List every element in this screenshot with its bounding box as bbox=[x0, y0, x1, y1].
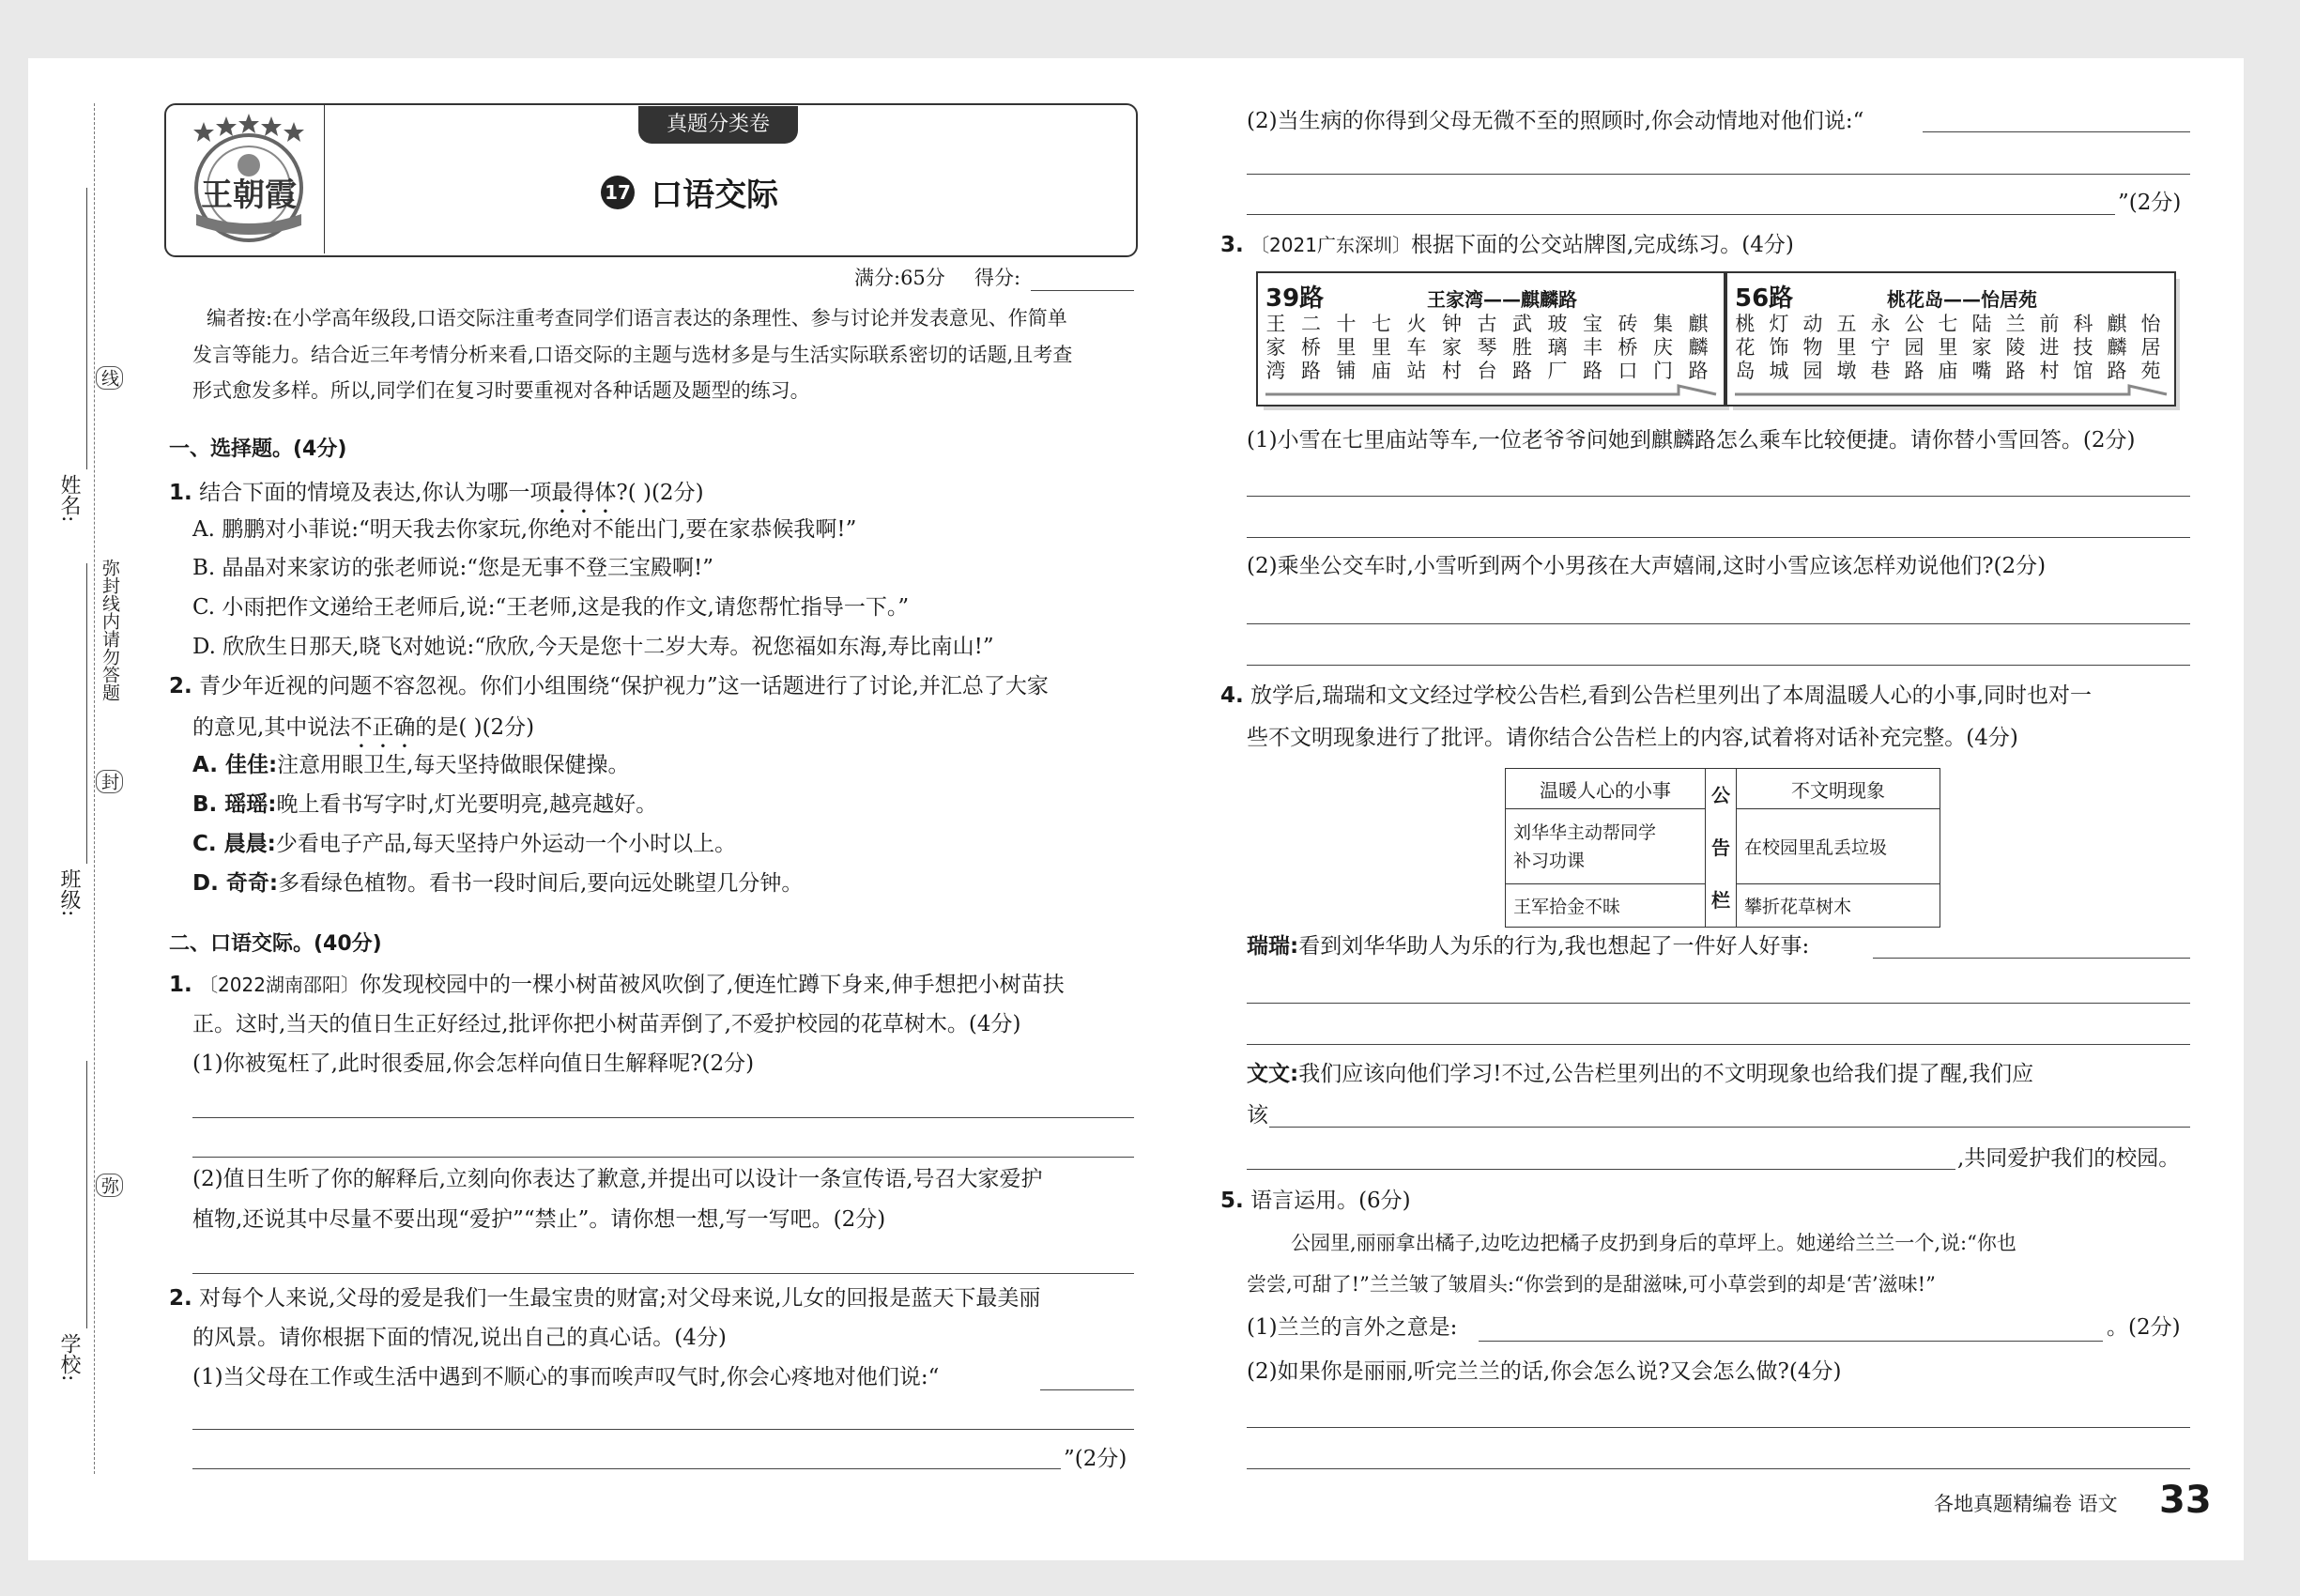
answer-line[interactable] bbox=[1269, 1127, 2190, 1128]
s2q4-stem2: 些不文明现象进行了批评。请你结合公告栏上的内容,试着将对话补充完整。(4分) bbox=[1247, 726, 2018, 750]
wen-line2: 该 bbox=[1247, 1103, 1268, 1128]
answer-line[interactable] bbox=[1247, 665, 2190, 666]
paper-number: 17 bbox=[601, 176, 635, 209]
answer-line[interactable] bbox=[192, 1468, 1061, 1469]
s2q5-title bbox=[1220, 1190, 1411, 1212]
s1q2-stem2 bbox=[192, 715, 534, 753]
speaker-text: 我们应该向他们学习!不过,公告栏里列出的不文明现象也给我们提了醒,我们应 bbox=[1298, 1062, 2034, 1086]
answer-line[interactable] bbox=[1247, 1044, 2190, 1045]
bus-stop: 七里庙 bbox=[1938, 313, 1958, 382]
bus-stop: 十里铺 bbox=[1336, 313, 1357, 382]
bus-stop: 桃花岛 bbox=[1735, 313, 1756, 382]
s2q5-sub1-end: 。(2分) bbox=[2107, 1315, 2181, 1340]
option-text: 注意用眼卫生,每天坚持做眼保健操。 bbox=[277, 753, 630, 777]
bus-stop: 前进村 bbox=[2039, 313, 2060, 382]
bus-stop: 麒麟路 bbox=[1688, 313, 1709, 382]
s1q1-stem-b: ?( )(2分) bbox=[616, 481, 704, 505]
bus-stop: 宝丰路 bbox=[1583, 313, 1602, 382]
page-number: 33 bbox=[2159, 1479, 2212, 1522]
notice-left-2: 王军拾金不昧 bbox=[1506, 884, 1706, 928]
notice-center-char: 公 bbox=[1711, 784, 1730, 806]
school-underline bbox=[86, 1061, 87, 1328]
bus-stop: 玻璃厂 bbox=[1547, 313, 1568, 382]
paper-title bbox=[601, 169, 778, 215]
s1q2-option-b bbox=[192, 794, 657, 816]
answer-line[interactable] bbox=[192, 1157, 1134, 1158]
s1q1-stem-a: 结合下面的情境及表达,你认为哪一项 bbox=[199, 481, 552, 505]
bus-stop: 砖桥口 bbox=[1618, 313, 1638, 382]
notice-center bbox=[1706, 769, 1737, 928]
speaker-name: 文文: bbox=[1247, 1062, 1299, 1086]
s2q2-sub2-end: ”(2分) bbox=[2118, 191, 2182, 215]
answer-line[interactable] bbox=[1247, 174, 2190, 175]
option-speaker: C. 晨晨: bbox=[192, 832, 276, 856]
option-speaker: B. 瑶瑶: bbox=[192, 792, 277, 817]
bus-stop: 五里墩 bbox=[1836, 313, 1857, 382]
s2q3-sub1: (1)小雪在七里庙站等车,一位老爷爷问她到麒麟路怎么乘车比较便捷。请你替小雪回答。(2分) bbox=[1247, 428, 2136, 453]
bus-stop: 古琴台 bbox=[1477, 313, 1497, 382]
answer-line[interactable] bbox=[1923, 131, 2190, 132]
s1q2-stem1 bbox=[169, 676, 1049, 698]
name-underline bbox=[86, 188, 87, 469]
feng-seal: 封 bbox=[96, 770, 123, 793]
option-text: 晚上看书写字时,灯光要明亮,越亮越好。 bbox=[276, 792, 658, 817]
bus-stop: 动物园 bbox=[1802, 313, 1823, 382]
wen-line3: ,共同爱护我们的校园。 bbox=[1957, 1146, 2181, 1171]
notice-cell-line: 刘华华主动帮同学 bbox=[1513, 821, 1657, 843]
wen-line1 bbox=[1247, 1064, 2033, 1085]
mi-seal: 弥 bbox=[96, 1174, 123, 1197]
bus-stop: 钟家村 bbox=[1442, 313, 1462, 382]
s1q1-option-b: B. 晶晶对来家访的张老师说:“您是无事不登三宝殿啊!” bbox=[192, 556, 714, 580]
class-label: 班级: bbox=[57, 868, 81, 917]
answer-line[interactable] bbox=[1479, 1341, 2103, 1342]
section2-title: 二、口语交际。(40分) bbox=[169, 932, 382, 956]
bus-stop: 永宁巷 bbox=[1870, 313, 1891, 382]
s2q3-stem bbox=[1220, 235, 1794, 256]
got-label: 得分: bbox=[974, 267, 1021, 289]
s2q5-title-text: 语言运用。(6分) bbox=[1250, 1189, 1411, 1213]
question-number: 1. bbox=[169, 973, 192, 997]
answer-line[interactable] bbox=[1247, 1003, 2190, 1004]
footer-text: 各地真题精编卷 语文 bbox=[1934, 1493, 2118, 1515]
logo-text: 王朝霞 bbox=[201, 176, 297, 214]
paper-title-text: 口语交际 bbox=[651, 176, 779, 214]
xian-seal: 线 bbox=[96, 366, 123, 390]
s2q2-sub2: (2)当生病的你得到父母无微不至的照顾时,你会动情地对他们说:“ bbox=[1247, 109, 1864, 133]
s2q5-para2: 尝尝,可甜了!”兰兰皱了皱眉头:“你尝到的是甜滋味,可小草尝到的却是‘苦’滋味!” bbox=[1247, 1273, 1936, 1296]
s1q1-option-c: C. 小雨把作文递给王老师后,说:“王老师,这是我的作文,请您帮忙指导一下。” bbox=[192, 595, 910, 620]
binding-line bbox=[94, 103, 95, 1474]
intro-line1: 编者按:在小学高年级段,口语交际注重考查同学们语言表达的条理性、参与讨论并发表意见、作简单 bbox=[207, 307, 1067, 330]
s2q2-stem1-text: 对每个人来说,父母的爱是我们一生最宝贵的财富;对父母来说,儿女的回报是蓝天下最美丽 bbox=[199, 1286, 1041, 1311]
notice-right-head: 不文明现象 bbox=[1737, 769, 1940, 809]
s1q1-option-d: D. 欣欣生日那天,晓飞对她说:“欣欣,今天是您十二岁大寿。祝您福如东海,寿比南山!” bbox=[192, 635, 994, 659]
s1q1-option-a: A. 鹏鹏对小菲说:“明天我去你家玩,你绝对不能出门,要在家恭候我啊!” bbox=[192, 517, 857, 542]
bus-stop: 王家湾 bbox=[1265, 313, 1286, 382]
bus-stop: 七里庙 bbox=[1372, 313, 1391, 382]
rui-line bbox=[1247, 936, 1809, 958]
answer-line[interactable] bbox=[192, 1117, 1134, 1118]
answer-line[interactable] bbox=[1247, 1427, 2190, 1428]
s2q4-stem1-text: 放学后,瑞瑞和文文经过学校公告栏,看到公告栏里列出了本周温暖人心的小事,同时也对一 bbox=[1250, 683, 2092, 708]
bus-stop: 公园路 bbox=[1904, 313, 1924, 382]
s1q2-stem2-a: 的意见,其中说法 bbox=[192, 715, 351, 740]
notice-center-char: 告 bbox=[1711, 836, 1730, 859]
arrow-icon bbox=[1265, 378, 1720, 399]
s1q2-stem1-text: 青少年近视的问题不容忽视。你们小组围绕“保护视力”这一话题进行了讨论,并汇总了大家 bbox=[199, 674, 1049, 698]
s2q1-sub2a: (2)值日生听了你的解释后,立刻向你表达了歉意,并提出可以设计一条宣传语,号召大家爱护 bbox=[192, 1167, 1043, 1191]
notice-right-2: 攀折花草树木 bbox=[1737, 884, 1940, 928]
bus-sign-56 bbox=[1725, 271, 2176, 407]
answer-line[interactable] bbox=[1247, 1169, 1955, 1170]
s2q1-stem1-text: 你发现校园中的一棵小树苗被风吹倒了,便连忙蹲下身来,伸手想把小树苗扶 bbox=[359, 973, 1065, 997]
notice-left-1 bbox=[1506, 809, 1706, 884]
answer-line[interactable] bbox=[1247, 496, 2190, 497]
bus-range: 王家湾——麒麟路 bbox=[1427, 288, 1577, 311]
question-number: 2. bbox=[169, 1286, 192, 1311]
speaker-name: 瑞瑞: bbox=[1247, 934, 1299, 959]
score-blank[interactable] bbox=[1031, 290, 1134, 291]
answer-line[interactable] bbox=[1873, 958, 2190, 959]
header-divider bbox=[324, 105, 325, 253]
bus-stops bbox=[1735, 313, 2167, 388]
s2q2-sub1-end: ”(2分) bbox=[1064, 1447, 1127, 1471]
paper-tag: 真题分类卷 bbox=[638, 106, 798, 144]
class-underline bbox=[86, 563, 87, 864]
s2q1-sub1: (1)你被冤枉了,此时很委屈,你会怎样向值日生解释呢?(2分) bbox=[192, 1051, 755, 1076]
bus-stop: 兰陵路 bbox=[2005, 313, 2026, 382]
question-number: 1. bbox=[169, 481, 192, 505]
option-speaker: A. 佳佳: bbox=[192, 753, 278, 777]
bus-range: 桃花岛——怡居苑 bbox=[1887, 288, 2037, 311]
s1q2-option-a bbox=[192, 755, 629, 776]
notice-center-char: 栏 bbox=[1711, 889, 1730, 912]
answer-line[interactable] bbox=[192, 1429, 1134, 1430]
bus-stop: 科技馆 bbox=[2073, 313, 2093, 382]
s2q3-sub2: (2)乘坐公交车时,小雪听到两个小男孩在大声嬉闹,这时小雪应该怎样劝说他们?(2分) bbox=[1247, 554, 2047, 578]
arrow-icon bbox=[1735, 378, 2170, 399]
s1q2-option-d bbox=[192, 873, 803, 895]
s2q3-stem-text: 根据下面的公交站牌图,完成练习。(4分) bbox=[1410, 233, 1794, 257]
name-label: 姓名: bbox=[57, 474, 81, 523]
bus-stop: 麒麟路 bbox=[2107, 313, 2127, 382]
intro-line3: 形式愈发多样。所以,同学们在复习时要重视对各种话题及题型的练习。 bbox=[192, 379, 810, 402]
notice-cell-line: 补习功课 bbox=[1513, 850, 1586, 871]
s2q5-sub1: (1)兰兰的言外之意是: bbox=[1247, 1315, 1458, 1340]
bus-stop: 灯饰城 bbox=[1769, 313, 1789, 382]
answer-line[interactable] bbox=[1247, 537, 2190, 538]
bus-stop: 怡居苑 bbox=[2140, 313, 2161, 382]
bus-sign-39 bbox=[1256, 271, 1725, 407]
bus-route: 39路 bbox=[1265, 284, 1325, 313]
answer-line[interactable] bbox=[1247, 1468, 2190, 1469]
bus-stop: 武胜路 bbox=[1512, 313, 1532, 382]
speaker-text: 看到刘华华助人为乐的行为,我也想起了一件好人好事: bbox=[1298, 934, 1810, 959]
question-number: 5. bbox=[1220, 1189, 1244, 1213]
bus-route: 56路 bbox=[1735, 284, 1794, 313]
source-tag: 〔2021广东深圳〕 bbox=[1250, 234, 1411, 256]
question-number: 4. bbox=[1220, 683, 1244, 708]
bus-stop: 二桥路 bbox=[1301, 313, 1321, 382]
notice-right-1: 在校园里乱丢垃圾 bbox=[1737, 809, 1940, 884]
option-speaker: D. 奇奇: bbox=[192, 871, 279, 896]
s2q1-stem2: 正。这时,当天的值日生正好经过,批评你把小树苗弄倒了,不爱护校园的花草树木。(4分) bbox=[192, 1012, 1021, 1036]
option-text: 少看电子产品,每天坚持户外运动一个小时以上。 bbox=[275, 832, 737, 856]
option-text: 多看绿色植物。看书一段时间后,要向远处眺望几分钟。 bbox=[278, 871, 804, 896]
s1q1-stem bbox=[169, 481, 704, 518]
s2q5-sub2: (2)如果你是丽丽,听完兰兰的话,你会怎么说?又会怎么做?(4分) bbox=[1247, 1359, 1842, 1384]
question-number: 2. bbox=[169, 674, 192, 698]
seal-note: 弥封线内请勿答题 bbox=[98, 559, 123, 701]
bus-stop: 火车站 bbox=[1406, 313, 1427, 382]
s2q2-stem1 bbox=[169, 1288, 1040, 1310]
answer-line[interactable] bbox=[1247, 623, 2190, 624]
s1q1-stem-emphasis: 最得体 bbox=[551, 481, 617, 505]
s1q2-stem-emphasis: 不正确 bbox=[350, 715, 416, 740]
question-number: 3. bbox=[1220, 233, 1244, 257]
answer-line[interactable] bbox=[1247, 214, 2115, 215]
intro-line2: 发言等能力。结合近三年考情分析来看,口语交际的主题与选材多是与生活实际联系密切的话题,且考查 bbox=[192, 344, 1073, 366]
s1q2-option-c bbox=[192, 834, 736, 855]
notice-board-table bbox=[1505, 768, 1940, 928]
bus-stop: 陆家嘴 bbox=[1971, 313, 1992, 382]
s2q5-para1: 公园里,丽丽拿出橘子,边吃边把橘子皮扔到身后的草坪上。她递给兰兰一个,说:“你也 bbox=[1291, 1232, 2016, 1254]
answer-line[interactable] bbox=[192, 1273, 1134, 1274]
score-label: 满分:65分 bbox=[854, 267, 945, 289]
section1-title: 一、选择题。(4分) bbox=[169, 437, 347, 461]
notice-left-head: 温暖人心的小事 bbox=[1506, 769, 1706, 809]
s2q2-sub1: (1)当父母在工作或生活中遇到不顺心的事而唉声叹气时,你会心疼地对他们说:“ bbox=[192, 1365, 940, 1389]
logo bbox=[183, 111, 314, 247]
answer-line[interactable] bbox=[1040, 1389, 1134, 1390]
bus-stop: 集庆门 bbox=[1653, 313, 1673, 382]
s2q1-sub2b: 植物,还说其中尽量不要出现“爱护”“禁止”。请你想一想,写一写吧。(2分) bbox=[192, 1207, 886, 1232]
s2q4-stem1 bbox=[1220, 685, 2092, 707]
s1q2-stem2-b: 的是( )(2分) bbox=[415, 715, 535, 740]
bus-stops bbox=[1265, 313, 1716, 388]
s2q1-stem1 bbox=[169, 974, 1065, 996]
s2q2-stem2: 的风景。请你根据下面的情况,说出自己的真心话。(4分) bbox=[192, 1326, 727, 1350]
school-label: 学校: bbox=[57, 1333, 81, 1382]
source-tag: 〔2022湖南邵阳〕 bbox=[199, 974, 360, 996]
